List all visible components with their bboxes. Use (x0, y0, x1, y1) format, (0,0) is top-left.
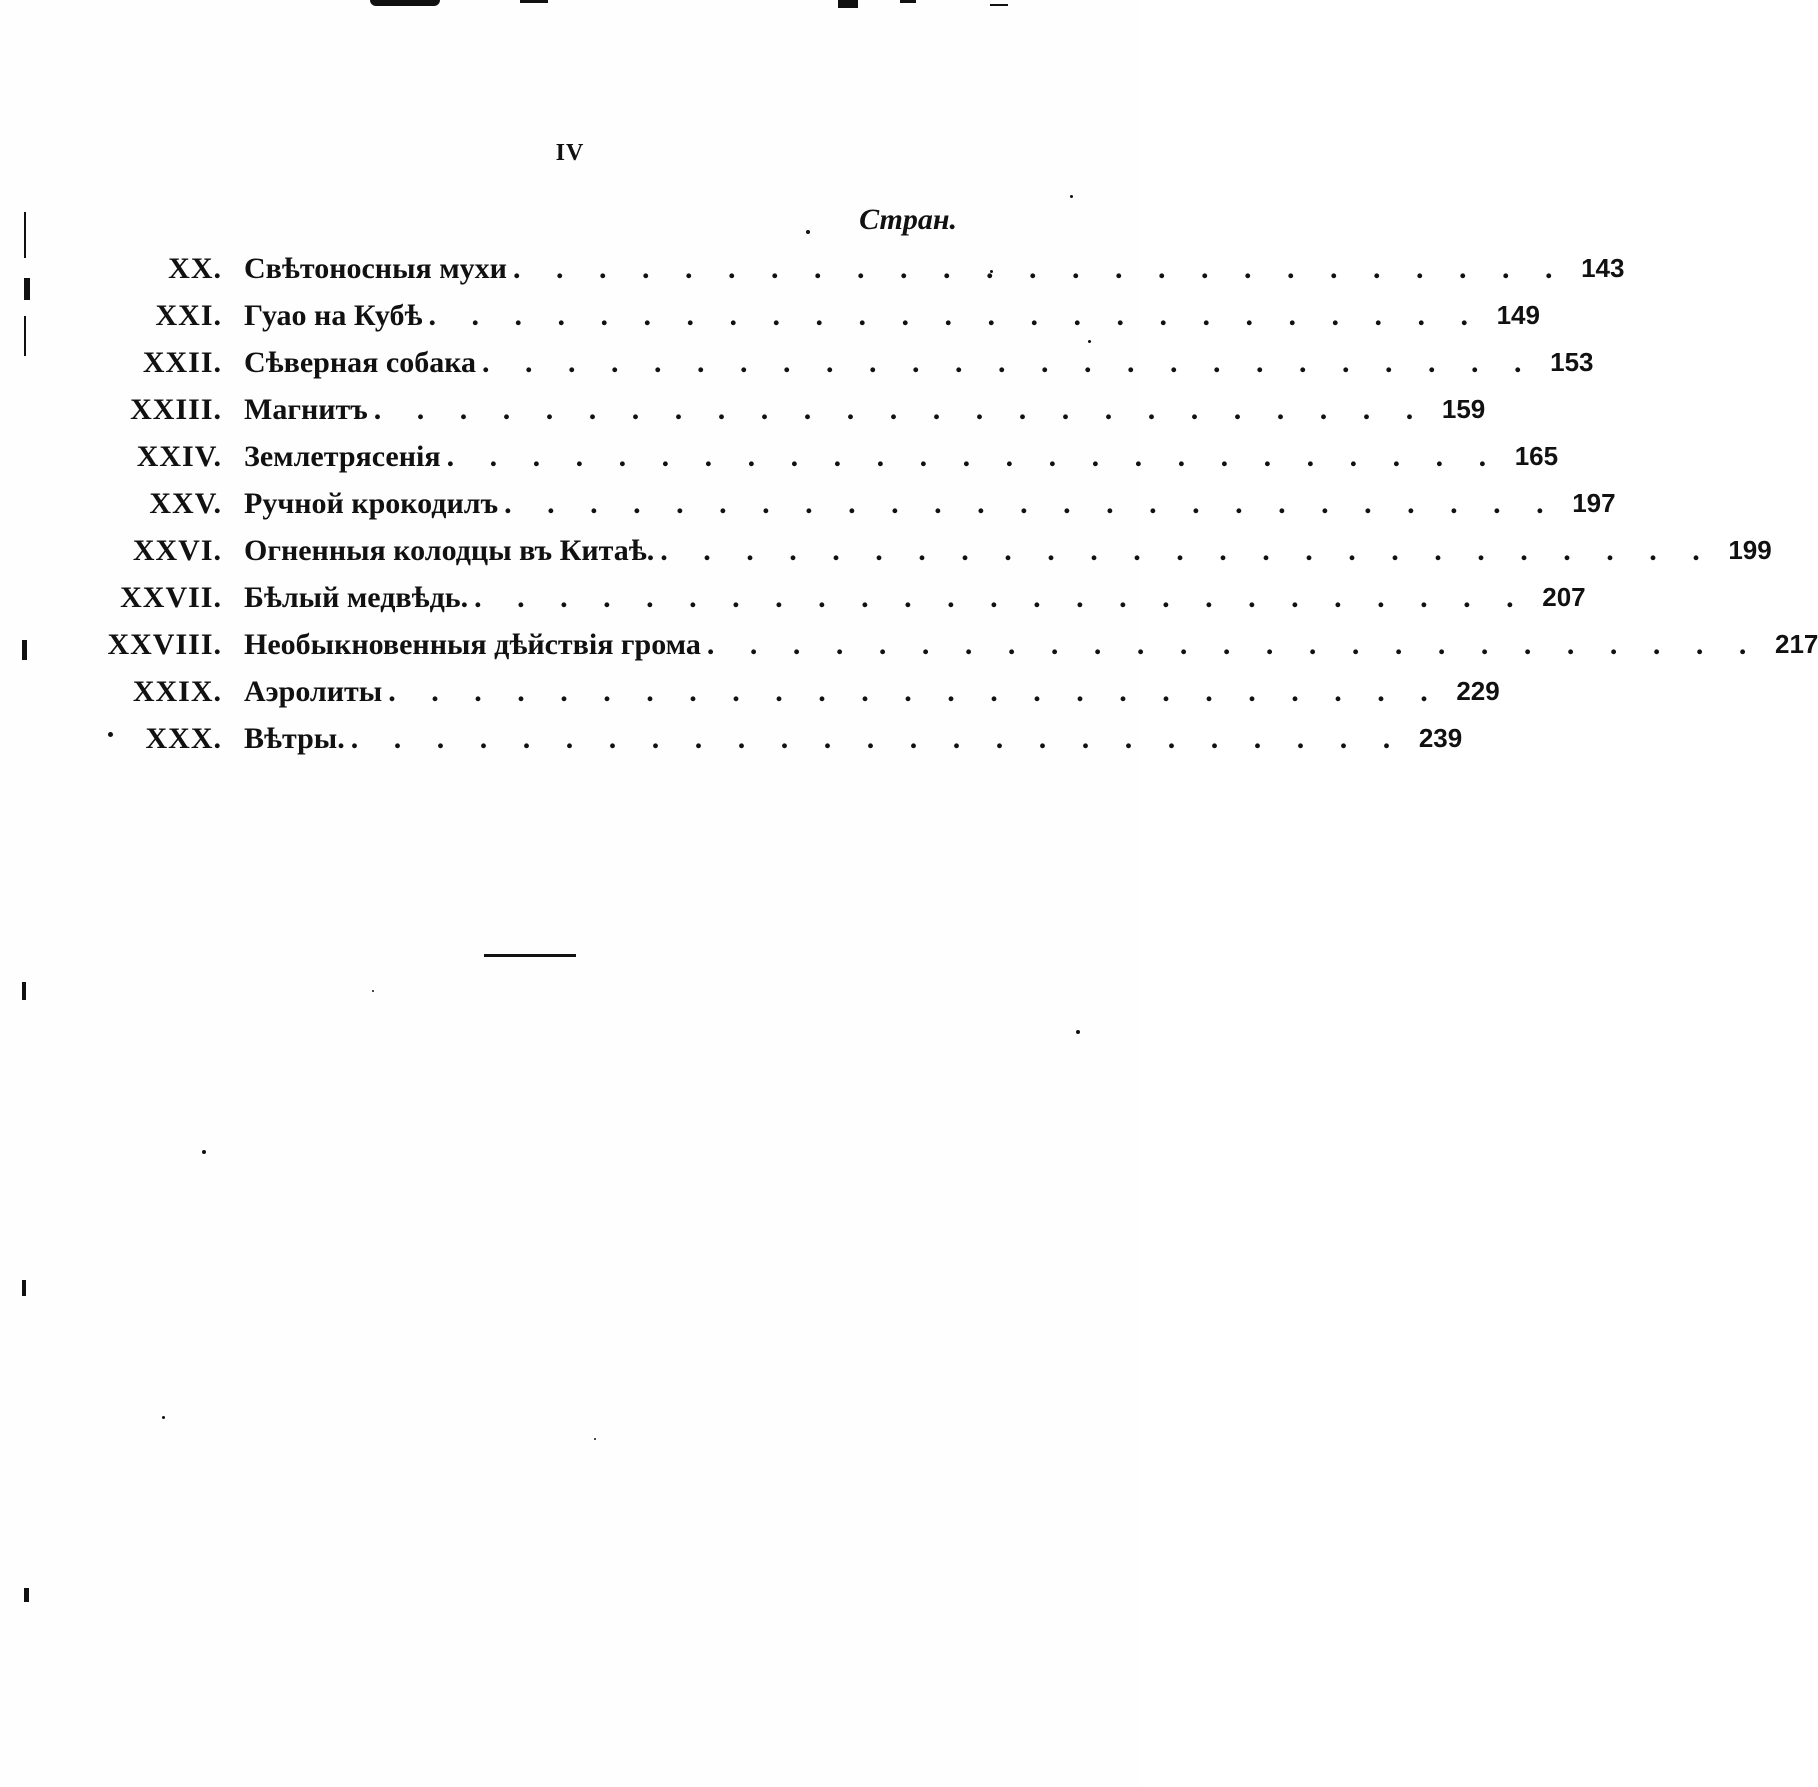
toc-entry-title: Аэролиты (244, 675, 383, 708)
toc-entry-page: 207 (1542, 582, 1586, 612)
toc-entry-page: 159 (1441, 394, 1486, 424)
speck (162, 1416, 165, 1419)
toc-entry-numeral: XXIX. (132, 675, 222, 708)
toc-entry-title: Необыкновенныя дѣйствія грома (244, 628, 701, 661)
toc-dot-leader: . . . . . . . . . . . . . . . . . . . . . . . . . (388, 675, 1442, 708)
toc-entry (100, 621, 1818, 668)
top-edge-artifact (370, 0, 440, 6)
toc-entry-title: Свѣтоносныя мухи (244, 252, 507, 285)
toc-entry (100, 339, 1594, 386)
toc-dot-leader: . . . . . . . . . . . . . . . . . . . . . . . . . (660, 534, 1714, 567)
toc-entry-page: 217 (1775, 629, 1818, 659)
toc-entry-title: Магнитъ (244, 393, 368, 426)
toc-entry-page: 165 (1514, 441, 1559, 471)
top-edge-artifact (990, 4, 1008, 6)
speck (1070, 195, 1073, 198)
toc-entry-page: 153 (1550, 347, 1594, 377)
toc-dot-leader: . . . . . . . . . . . . . . . . . . . . . . . . . (482, 346, 1536, 379)
margin-mark (22, 982, 26, 1000)
toc-entry-page: 143 (1581, 253, 1625, 283)
toc-entry-page: 229 (1456, 676, 1500, 706)
toc-entry-numeral: XXVII. (120, 581, 222, 614)
margin-mark (22, 640, 27, 660)
toc-entry-title: Гуао на Кубѣ (244, 299, 423, 332)
toc-entry-title: Ручной крокодилъ (244, 487, 499, 520)
toc-entry-numeral: XXVI. (132, 534, 222, 567)
margin-mark (24, 1588, 29, 1602)
margin-mark (24, 278, 30, 300)
toc-entry-title: Сѣверная собака (244, 346, 477, 379)
section-end-rule (484, 954, 576, 957)
toc-entry-title: Огненныя колодцы въ Китаѣ. (244, 534, 655, 567)
top-edge-artifact (900, 0, 916, 3)
toc-entry (100, 292, 1540, 339)
toc-entry (100, 668, 1500, 715)
speck (372, 990, 374, 992)
toc-entry-numeral: XXI. (155, 299, 222, 332)
toc-dot-leader: . . . . . . . . . . . . . . . . . . . . . . . . . (512, 252, 1567, 285)
toc-entry-numeral: XXV. (149, 487, 222, 520)
toc-entry-title: Землетрясенія (244, 440, 441, 473)
table-of-contents (100, 245, 1818, 762)
toc-entry (100, 433, 1559, 480)
toc-entry (100, 245, 1625, 292)
toc-entry (100, 527, 1772, 574)
toc-entry-page: 197 (1572, 488, 1616, 518)
toc-entry (100, 386, 1486, 433)
toc-entry-page: 239 (1418, 723, 1463, 753)
toc-entry (100, 574, 1586, 621)
page-number: IV (555, 140, 585, 166)
toc-entry-title: Вѣтры. (244, 722, 345, 755)
speck (806, 230, 810, 234)
speck (1076, 1030, 1080, 1034)
page-column-label: Стран. (859, 203, 957, 236)
toc-entry-numeral: XXIV. (136, 440, 222, 473)
margin-mark (24, 316, 26, 356)
margin-mark (22, 1280, 26, 1296)
toc-entry-page: 149 (1496, 300, 1540, 330)
speck (594, 1438, 596, 1440)
toc-dot-leader: . . . . . . . . . . . . . . . . . . . . . . . . . (350, 722, 1405, 755)
toc-entry-numeral: XX. (168, 252, 222, 285)
toc-entry-page: 199 (1728, 535, 1772, 565)
toc-entry-title: Бѣлый медвѣдь. (244, 581, 469, 614)
toc-entry-numeral: XXII. (142, 346, 222, 379)
toc-dot-leader: . . . . . . . . . . . . . . . . . . . . . . . . . (474, 581, 1528, 614)
margin-mark (24, 212, 26, 258)
toc-dot-leader: . . . . . . . . . . . . . . . . . . . . . . . . . (706, 628, 1761, 661)
toc-dot-leader: . . . . . . . . . . . . . . . . . . . . . . . . . (504, 487, 1558, 520)
toc-entry-numeral: XXIII. (130, 393, 222, 426)
toc-entry-numeral: XXVIII. (107, 628, 222, 661)
top-edge-artifact (838, 0, 858, 8)
toc-entry (100, 715, 1463, 762)
toc-dot-leader: . . . . . . . . . . . . . . . . . . . . . . . . . (446, 440, 1501, 473)
top-edge-artifact (520, 0, 548, 3)
speck (202, 1150, 206, 1154)
toc-dot-leader: . . . . . . . . . . . . . . . . . . . . . . . . . (428, 299, 1482, 332)
toc-entry (100, 480, 1616, 527)
toc-dot-leader: . . . . . . . . . . . . . . . . . . . . . . . . . (373, 393, 1428, 426)
toc-entry-numeral: XXX. (145, 722, 222, 755)
